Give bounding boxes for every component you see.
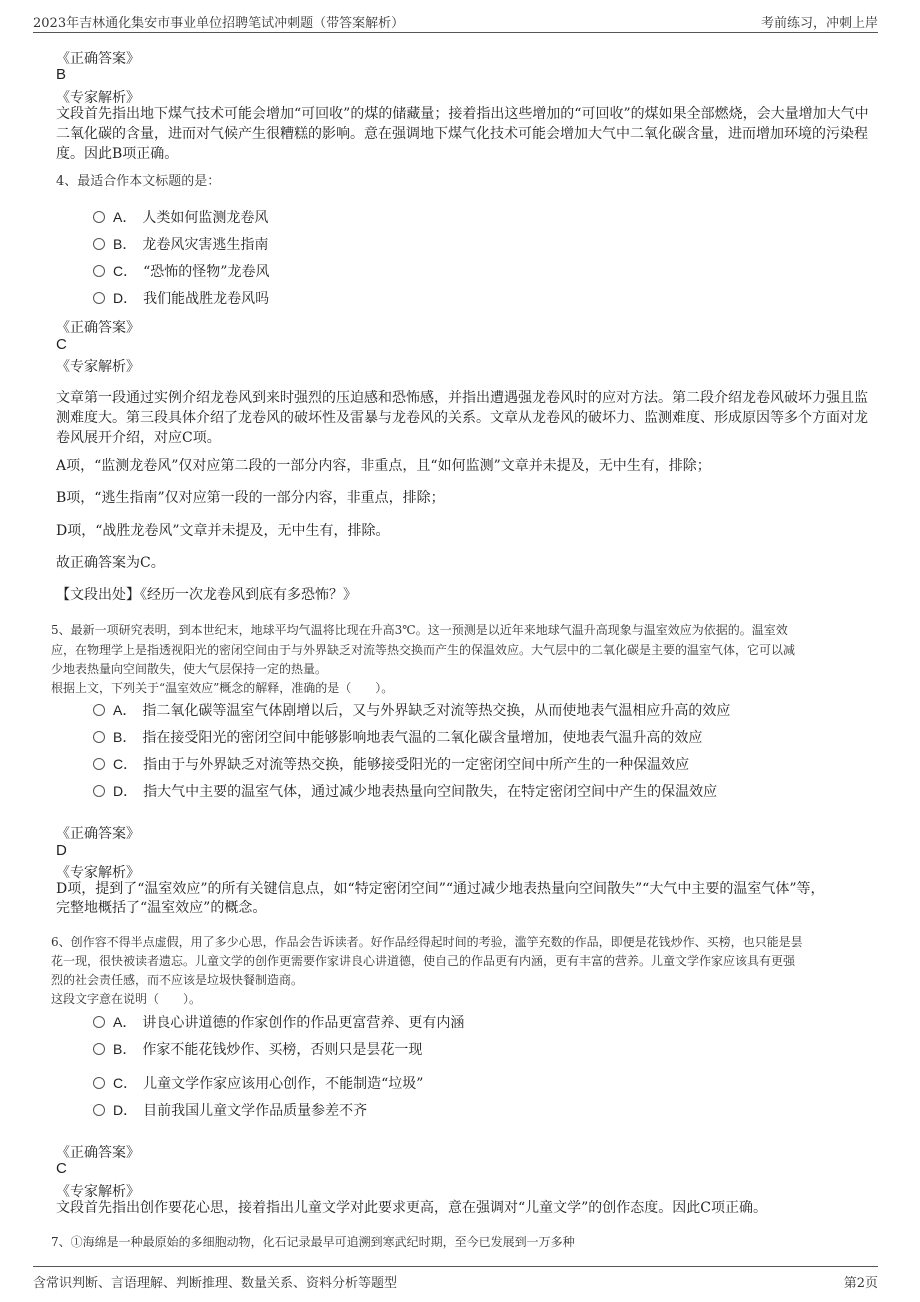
expert-analysis-label: 《专家解析》 xyxy=(56,90,140,106)
correct-answer-label: 《正确答案》 xyxy=(56,1145,140,1161)
q6-option-b[interactable]: B． 作家不能花钱炒作、买榜，否则只是昙花一现 xyxy=(93,1039,422,1059)
q4-option-d[interactable]: D． 我们能战胜龙卷风吗 xyxy=(93,288,269,308)
radio-icon[interactable] xyxy=(93,1043,105,1055)
radio-icon[interactable] xyxy=(93,758,105,770)
q6-stem-line-1: 6、创作容不得半点虚假，用了多少心思，作品会告诉读者。好作品经得起时间的考验，滥竽充数的作品，即便是花钱炒作、买榜，也只能是昙 xyxy=(51,935,803,949)
page-number: 第2页 xyxy=(843,1276,878,1291)
q5-option-b[interactable]: B． 指在接受阳光的密闭空间中能够影响地表气温的二氧化碳含量增加，使地表气温升高的效应 xyxy=(93,727,702,747)
q4-option-b[interactable]: B． 龙卷风灾害逃生指南 xyxy=(93,234,268,254)
correct-answer-label: 《正确答案》 xyxy=(56,320,140,336)
q4-option-c[interactable]: C． “恐怖的怪物”龙卷风 xyxy=(93,261,269,281)
q6-answer: C xyxy=(56,1160,67,1177)
q3-analysis: 文段首先指出地下煤气技术可能会增加“可回收”的煤的储藏量；接着指出这些增加的“可回收”的煤如果全部燃烧，会大量增加大气中二氧化碳的含量，进而对气候产生很糟糕的影响。意在强调地下煤气化技术可能会增加大气中二氧化碳含量，进而增加环境的污染程度。因此B项正确。 xyxy=(56,106,869,162)
page-footer xyxy=(33,1266,878,1293)
q5-option-d[interactable]: D． 指大气中主要的温室气体，通过减少地表热量向空间散失，在特定密闭空间中产生的保温效应 xyxy=(93,781,717,801)
q4-note-d: D项，“战胜龙卷风”文章并未提及，无中生有，排除。 xyxy=(56,523,390,539)
radio-icon[interactable] xyxy=(93,1016,105,1028)
radio-icon[interactable] xyxy=(93,265,105,277)
q5-stem-line-2: 应，在物理学上是指透视阳光的密闭空间由于与外界缺乏对流等热交换而产生的保温效应。大气层中的二氧化碳是主要的温室气体，它可以减 xyxy=(51,643,796,657)
radio-icon[interactable] xyxy=(93,1077,105,1089)
q6-option-d[interactable]: D． 目前我国儿童文学作品质量参差不齐 xyxy=(93,1100,367,1120)
radio-icon[interactable] xyxy=(93,1104,105,1116)
header-slogan: 考前练习，冲刺上岸 xyxy=(760,16,878,31)
q5-answer: D xyxy=(56,842,67,859)
radio-icon[interactable] xyxy=(93,731,105,743)
q6-option-a[interactable]: A． 讲良心讲道德的作家创作的作品更富营养、更有内涵 xyxy=(93,1012,464,1032)
q6-stem-line-2: 花一现，很快被读者遗忘。儿童文学的创作更需要作家讲良心讲道德，使自己的作品更有内涵，更有丰富的营养。儿童文学作家应该具有更强 xyxy=(51,954,796,968)
q4-note-b: B项，“逃生指南”仅对应第一段的一部分内容，非重点，排除； xyxy=(56,490,445,506)
radio-icon[interactable] xyxy=(93,292,105,304)
page-header xyxy=(33,8,878,33)
q4-conclusion: 故正确答案为C。 xyxy=(56,555,165,571)
q5-analysis-line-2: 完整地概括了“温室效应”的概念。 xyxy=(56,900,267,916)
radio-icon[interactable] xyxy=(93,211,105,223)
correct-answer-label: 《正确答案》 xyxy=(56,826,140,842)
q7-stem: 7、①海绵是一种最原始的多细胞动物，化石记录最早可追溯到寒武纪时期，至今已发展到一万多种 xyxy=(51,1235,575,1249)
expert-analysis-label: 《专家解析》 xyxy=(56,865,140,881)
q4-note-a: A项，“监测龙卷风”仅对应第二段的一部分内容，非重点，且“如何监测”文章并未提及，无中生有，排除； xyxy=(56,458,711,474)
q6-stem-line-3: 烈的社会责任感，而不应该是垃圾快餐制造商。 xyxy=(51,973,304,987)
footer-topics: 含常识判断、言语理解、判断推理、数量关系、资料分析等题型 xyxy=(33,1276,398,1291)
q3-answer: B xyxy=(56,66,67,83)
q4-analysis: 文章第一段通过实例介绍龙卷风到来时强烈的压迫感和恐怖感，并指出遭遇强龙卷风时的应对方法。第二段介绍龙卷风破坏力强且监测难度大。第三段具体介绍了龙卷风的破坏性及雷暴与龙卷风的关系。文章从龙卷风的破坏力、监测难度、形成原因等多个方面对龙卷风展开介绍，对应C项。 xyxy=(56,390,868,446)
q5-question: 根据上文，下列关于“温室效应”概念的解释，准确的是（ ）。 xyxy=(51,681,394,695)
radio-icon[interactable] xyxy=(93,704,105,716)
radio-icon[interactable] xyxy=(93,785,105,797)
correct-answer-label: 《正确答案》 xyxy=(56,51,140,67)
q5-stem-line-1: 5、最新一项研究表明，到本世纪末，地球平均气温将比现在升高3℃。这一预测是以近年来地球气温升高现象与温室效应为依据的。温室效 xyxy=(51,623,788,637)
q6-analysis: 文段首先指出创作要花心思，接着指出儿童文学对此要求更高，意在强调对“儿童文学”的创作态度。因此C项正确。 xyxy=(56,1200,768,1216)
q6-option-c[interactable]: C． 儿童文学作家应该用心创作，不能制造“垃圾” xyxy=(93,1073,423,1093)
q5-analysis-line-1: D项，提到了“温室效应”的所有关键信息点，如“特定密闭空间”“通过减少地表热量向空间散失”“大气中主要的温室气体”等， xyxy=(56,881,825,897)
q6-question: 这段文字意在说明（ ）。 xyxy=(51,992,202,1006)
q4-source: 【文段出处】《经历一次龙卷风到底有多恐怖？》 xyxy=(56,587,357,603)
expert-analysis-label: 《专家解析》 xyxy=(56,359,140,375)
q5-stem-line-3: 少地表热量向空间散失，使大气层保持一定的热量。 xyxy=(51,662,328,676)
expert-analysis-label: 《专家解析》 xyxy=(56,1184,140,1200)
q5-option-a[interactable]: A． 指二氧化碳等温室气体剧增以后，又与外界缺乏对流等热交换，从而使地表气温相应升高的效应 xyxy=(93,700,730,720)
radio-icon[interactable] xyxy=(93,238,105,250)
q4-option-a[interactable]: A． 人类如何监测龙卷风 xyxy=(93,207,268,227)
document-title: 2023年吉林通化集安市事业单位招聘笔试冲刺题（带答案解析） xyxy=(33,16,405,31)
q5-option-c[interactable]: C． 指由于与外界缺乏对流等热交换，能够接受阳光的一定密闭空间中所产生的一种保温效应 xyxy=(93,754,689,774)
q4-answer: C xyxy=(56,336,67,353)
q4-stem: 4、最适合作本文标题的是： xyxy=(56,174,221,189)
